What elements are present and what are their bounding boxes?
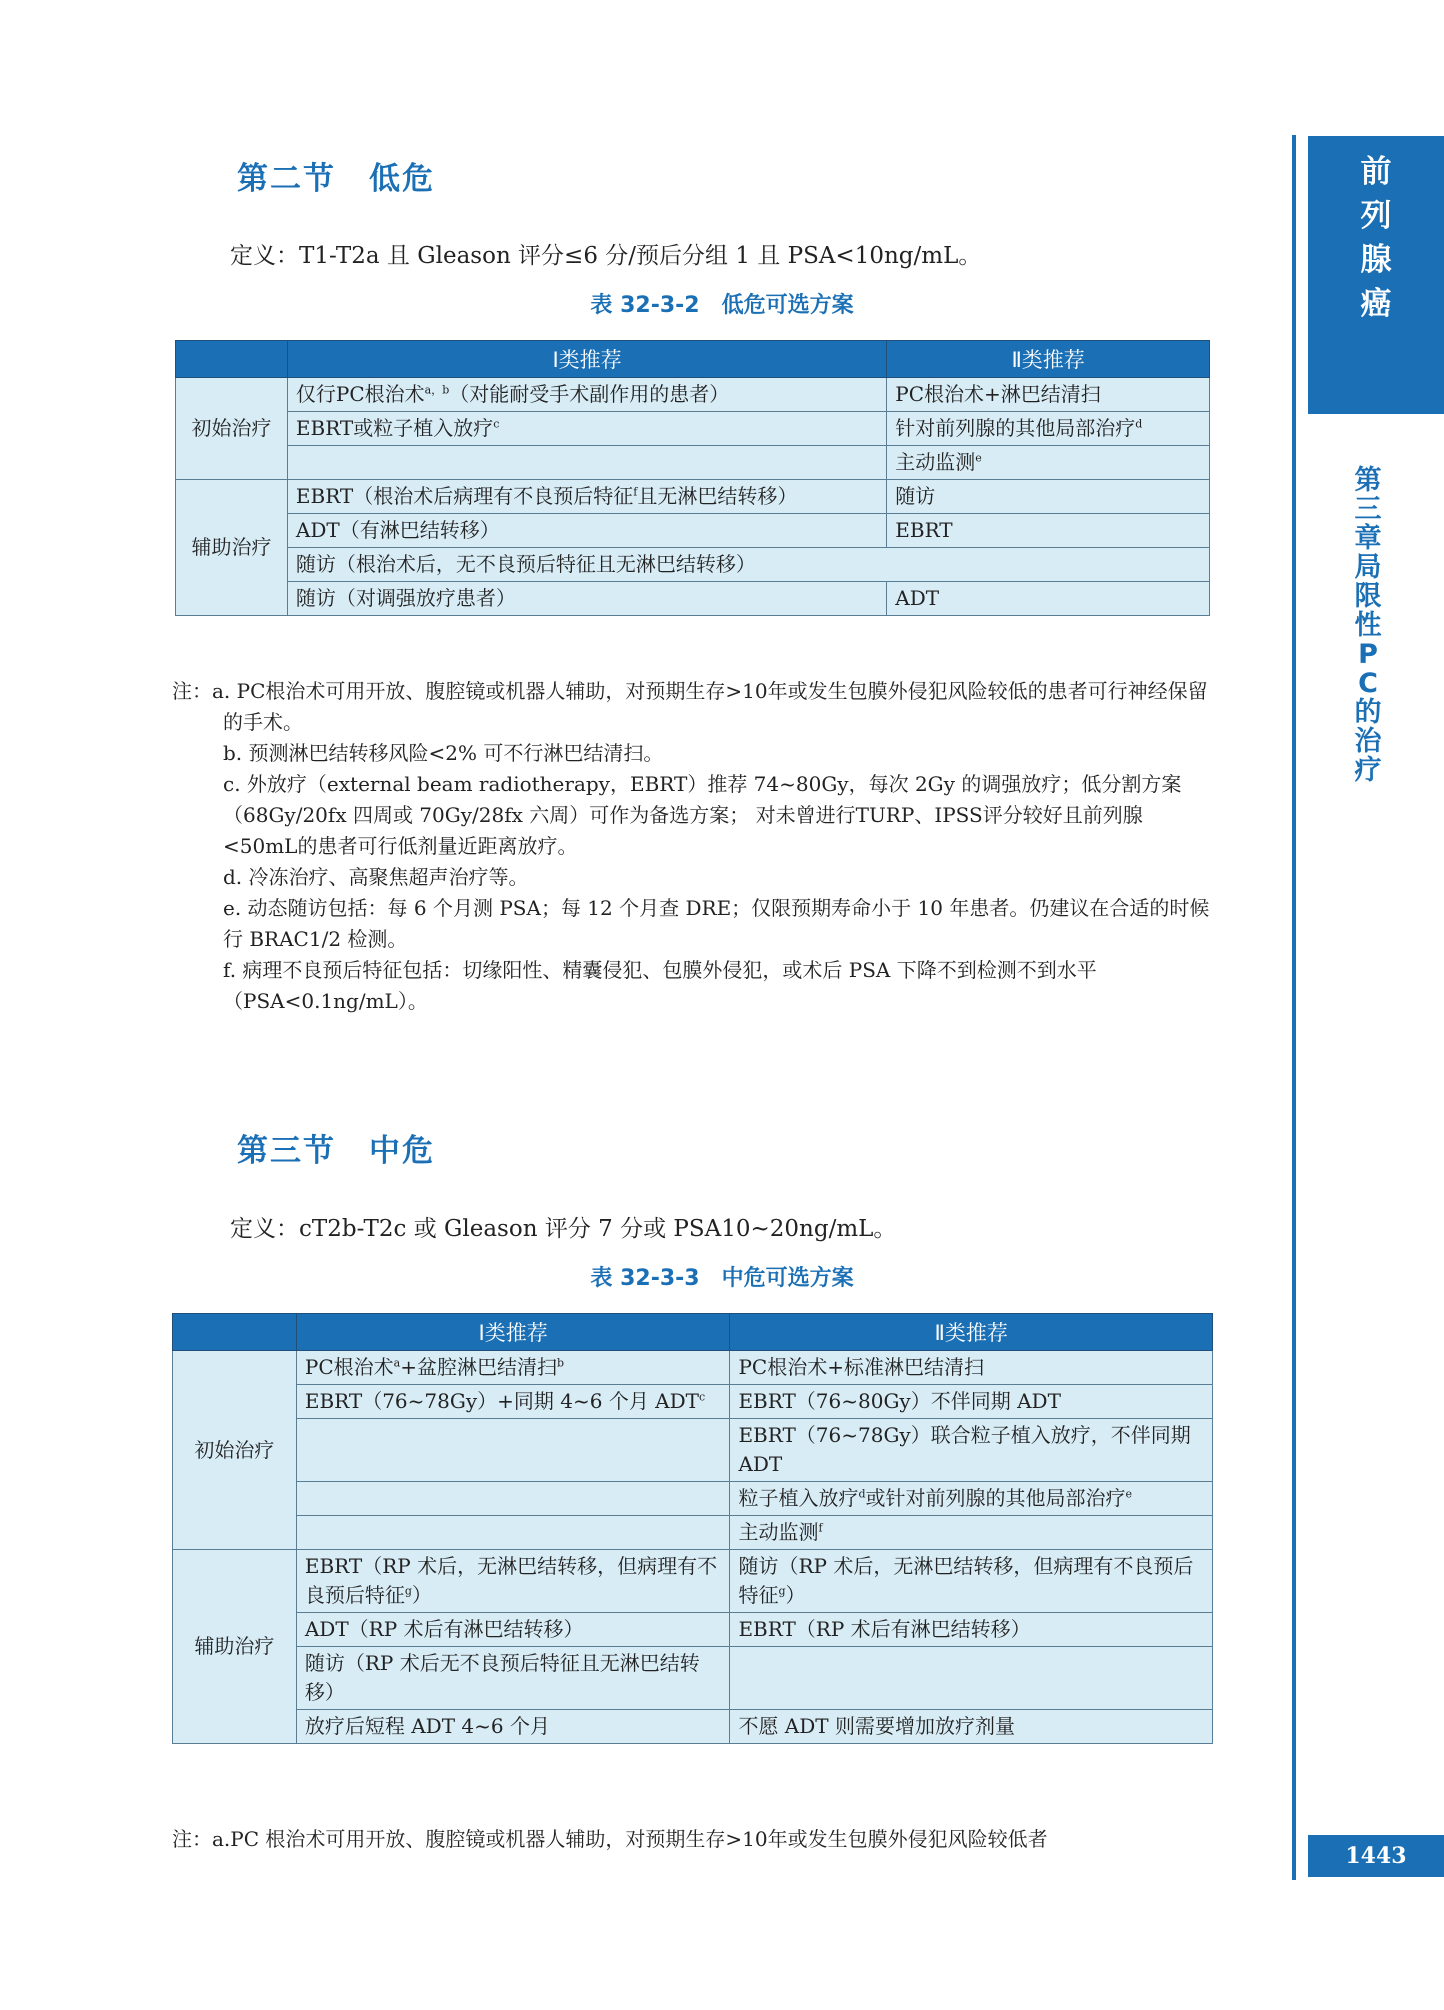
table-cell: 针对前列腺的其他局部治疗$^d$ bbox=[887, 412, 1210, 446]
table-header bbox=[173, 1314, 1213, 1351]
table-row bbox=[176, 412, 1210, 446]
table-cell: 随访（RP 术后无不良预后特征且无淋巴结转移） bbox=[296, 1647, 730, 1710]
header-class2: Ⅱ类推荐 bbox=[887, 341, 1210, 378]
header-class2: Ⅱ类推荐 bbox=[730, 1314, 1213, 1351]
table-cell bbox=[296, 1419, 730, 1482]
mid-risk-table bbox=[172, 1313, 1213, 1744]
table-row bbox=[176, 548, 1210, 582]
table-cell: EBRT（76~78Gy）+同期 4~6 个月 ADT$^c$ bbox=[296, 1385, 730, 1419]
chapter-label: 第三章 局限性PC的治疗 bbox=[1354, 465, 1382, 786]
row-group-initial: 初始治疗 bbox=[176, 378, 288, 480]
row-group-adjuvant: 辅助治疗 bbox=[176, 480, 288, 616]
table-cell: 随访（对调强放疗患者） bbox=[287, 582, 886, 616]
table-cell: EBRT或粒子植入放疗$^c$ bbox=[287, 412, 886, 446]
table-row bbox=[173, 1482, 1213, 1516]
side-tab-char: 列 bbox=[1360, 198, 1392, 234]
table-row bbox=[173, 1613, 1213, 1647]
definition-low: 定义：T1-T2a 且 Gleason 评分≤6 分/预后分组 1 且 PSA<10ng/mL。 bbox=[230, 243, 982, 269]
table-cell: PC根治术+标准淋巴结清扫 bbox=[730, 1351, 1213, 1385]
row-group-adjuvant: 辅助治疗 bbox=[173, 1550, 297, 1744]
side-tab-char: 癌 bbox=[1360, 286, 1392, 322]
notes-low bbox=[172, 676, 1212, 1017]
side-tab-char: 前 bbox=[1360, 154, 1392, 190]
table-row bbox=[176, 480, 1210, 514]
header-empty bbox=[176, 341, 288, 378]
table-header bbox=[176, 341, 1210, 378]
table-cell: PC根治术$^a$+盆腔淋巴结清扫$^b$ bbox=[296, 1351, 730, 1385]
table-cell: PC根治术+淋巴结清扫 bbox=[887, 378, 1210, 412]
header-empty bbox=[173, 1314, 297, 1351]
note-item: f. 病理不良预后特征包括：切缘阳性、精囊侵犯、包膜外侵犯，或术后 PSA 下降不到检测不到水平（PSA<0.1ng/mL）。 bbox=[223, 958, 1097, 1013]
table-cell: EBRT（RP 术后有淋巴结转移） bbox=[730, 1613, 1213, 1647]
table-row bbox=[176, 514, 1210, 548]
table-cell: 仅行PC根治术$^{a,b}$（对能耐受手术副作用的患者） bbox=[287, 378, 886, 412]
note-item: d. 冷冻治疗、高聚焦超声治疗等。 bbox=[223, 865, 529, 889]
table-cell bbox=[287, 446, 886, 480]
note-item: e. 动态随访包括：每 6 个月测 PSA；每 12 个月查 DRE；仅限预期寿命小于 10 年患者。仍建议在合适的时候行 BRAC1/2 检测。 bbox=[223, 896, 1210, 951]
section-title-mid: 第三节 中危 bbox=[237, 1133, 435, 1169]
note-item: 注：a.PC 根治术可用开放、腹腔镜或机器人辅助，对预期生存>10年或发生包膜外侵犯风险较低者 bbox=[172, 1827, 1048, 1851]
table-cell: 粒子植入放疗$^d$或针对前列腺的其他局部治疗$^e$ bbox=[730, 1482, 1213, 1516]
table-cell: 随访（RP 术后，无淋巴结转移，但病理有不良预后特征$^g$） bbox=[730, 1550, 1213, 1613]
table-cell: EBRT（RP 术后，无淋巴结转移，但病理有不良预后特征$^g$） bbox=[296, 1550, 730, 1613]
table-row bbox=[173, 1385, 1213, 1419]
table-cell: 主动监测$^f$ bbox=[730, 1516, 1213, 1550]
table-row bbox=[176, 582, 1210, 616]
table-row bbox=[173, 1419, 1213, 1482]
table-cell: ADT（有淋巴结转移） bbox=[287, 514, 886, 548]
page-number: 1443 bbox=[1308, 1835, 1444, 1877]
row-group-initial: 初始治疗 bbox=[173, 1351, 297, 1550]
table-cell: 主动监测$^e$ bbox=[887, 446, 1210, 480]
table-row bbox=[173, 1647, 1213, 1710]
table-cell: 随访 bbox=[887, 480, 1210, 514]
table-caption-low: 表 32-3-2 低危可选方案 bbox=[590, 293, 854, 318]
table-row bbox=[176, 378, 1210, 412]
table-cell: EBRT（76~78Gy）联合粒子植入放疗，不伴同期 ADT bbox=[730, 1419, 1213, 1482]
table-row bbox=[173, 1710, 1213, 1744]
table-cell: EBRT（根治术后病理有不良预后特征$^f$且无淋巴结转移） bbox=[287, 480, 886, 514]
table-cell bbox=[730, 1647, 1213, 1710]
low-risk-table bbox=[175, 340, 1210, 616]
table-cell: 随访（根治术后，无不良预后特征且无淋巴结转移） bbox=[287, 548, 1209, 582]
notes-mid bbox=[172, 1824, 1212, 1855]
table-cell bbox=[296, 1482, 730, 1516]
table-row bbox=[173, 1550, 1213, 1613]
table-row bbox=[173, 1351, 1213, 1385]
table-cell: 放疗后短程 ADT 4~6 个月 bbox=[296, 1710, 730, 1744]
table-cell: 不愿 ADT 则需要增加放疗剂量 bbox=[730, 1710, 1213, 1744]
table-cell: EBRT（76~80Gy）不伴同期 ADT bbox=[730, 1385, 1213, 1419]
table-row bbox=[173, 1516, 1213, 1550]
definition-mid: 定义：cT2b-T2c 或 Gleason 评分 7 分或 PSA10~20ng/mL。 bbox=[230, 1216, 897, 1242]
table-cell bbox=[296, 1516, 730, 1550]
note-item: 注：a. PC根治术可用开放、腹腔镜或机器人辅助，对预期生存>10年或发生包膜外侵犯风险较低的患者可行神经保留的手术。 bbox=[172, 679, 1208, 734]
table-caption-mid: 表 32-3-3 中危可选方案 bbox=[590, 1266, 854, 1291]
header-class1: Ⅰ类推荐 bbox=[287, 341, 886, 378]
header-class1: Ⅰ类推荐 bbox=[296, 1314, 730, 1351]
section-title-low: 第二节 低危 bbox=[237, 161, 435, 197]
note-item: c. 外放疗（external beam radiotherapy，EBRT）推荐 74~80Gy，每次 2Gy 的调强放疗；低分割方案（68Gy/20fx 四周或 70Gy/28fx 六周）可作为备选方案； 对未曾进行TURP、IPSS评分较好且前列腺<50mL的患者可行低剂量近距离放疗。 bbox=[223, 772, 1182, 858]
table-cell: ADT（RP 术后有淋巴结转移） bbox=[296, 1613, 730, 1647]
table-cell: EBRT bbox=[887, 514, 1210, 548]
side-rule bbox=[1292, 135, 1296, 1880]
note-item: b. 预测淋巴结转移风险<2% 可不行淋巴结清扫。 bbox=[223, 741, 664, 765]
side-tab-char: 腺 bbox=[1360, 242, 1392, 278]
table-row bbox=[176, 446, 1210, 480]
table-cell: ADT bbox=[887, 582, 1210, 616]
